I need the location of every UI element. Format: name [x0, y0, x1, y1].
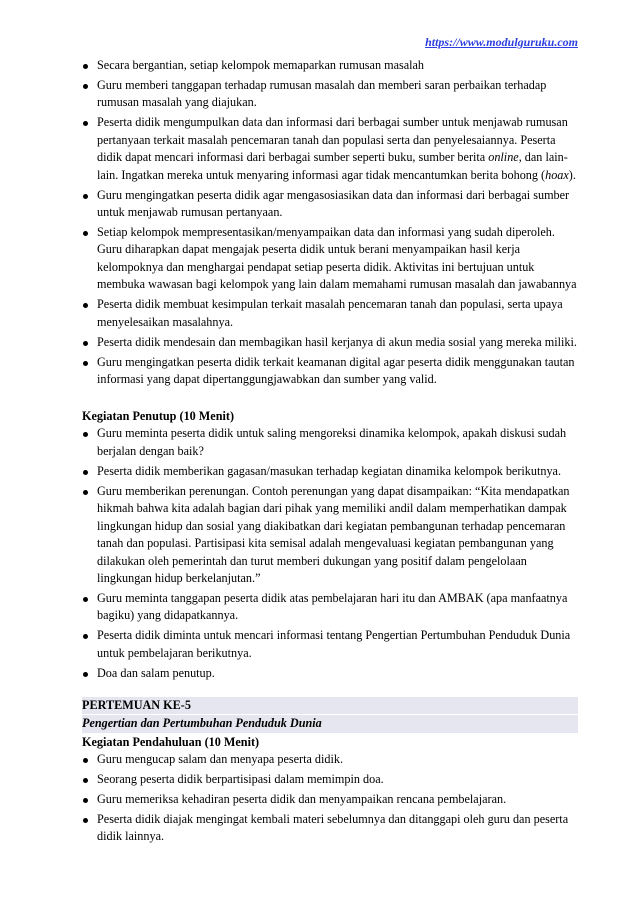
list-item: Peserta didik mendesain dan membagikan hasil kerjanya di akun media sosial yang mereka miliki.: [82, 334, 578, 351]
kegiatan-pendahuluan-list: [82, 751, 578, 846]
list-item: Peserta didik memberikan gagasan/masukan terhadap kegiatan dinamika kelompok berikutnya.: [82, 463, 578, 480]
header-url-link[interactable]: https://www.modulguruku.com: [425, 35, 578, 49]
penutup-heading: Kegiatan Penutup (10 Menit): [82, 409, 234, 424]
pertemuan-subtitle-text: Pengertian dan Pertumbuhan Penduduk Dunia: [82, 716, 322, 731]
pendahuluan-heading: Kegiatan Pendahuluan (10 Menit): [82, 734, 260, 749]
item-text: , dan lain-lain. Ingatkan mereka untuk menyaring informasi agar tidak mencantumkan berita bohong (: [97, 150, 568, 182]
item-text: ).: [568, 167, 576, 182]
list-item: Secara bergantian, setiap kelompok memaparkan rumusan masalah: [82, 57, 578, 74]
list-item: Guru meminta tanggapan peserta didik atas pembelajaran hari itu dan AMBAK (apa manfaatnya bagiku) yang didapatkannya.: [82, 590, 578, 625]
pertemuan-title: PERTEMUAN KE-5: [82, 697, 578, 714]
pertemuan-banner: [80, 697, 578, 733]
list-item: Setiap kelompok mempresentasikan/menyampaikan data dan informasi yang sudah diperoleh. Guru diharapkan dapat mengajak peserta didik untuk berani menyampaikan hasil kerja kelompoknya dan menghargai pendapat setiap peserta didik. Aktivitas ini bertujuan untuk membuka wawasan bagi kelompok yang lain dalam memahami rumusan masalah dan jawabannya: [82, 224, 578, 294]
document-content: [82, 57, 578, 848]
list-item: Guru memberi tanggapan terhadap rumusan masalah dan memberi saran perbaikan terhadap rumusan masalah yang diajukan.: [82, 77, 578, 112]
kegiatan-penutup-list: [82, 425, 578, 682]
list-item: Peserta didik membuat kesimpulan terkait masalah pencemaran tanah dan populasi, serta upaya menyelesaikan masalahnya.: [82, 296, 578, 331]
list-item: Guru memberikan perenungan. Contoh perenungan yang dapat disampaikan: “Kita mendapatkan hikmah bahwa kita adalah bagian dari pihak yang memiliki andil dalam memperhatikan dampak lingkungan hidup dan sosial yang diakibatkan dari kegiatan pembangunan terhadap pencemaran tanah dan populasi. Partisipasi kita semisal adalah mengevaluasi kegiatan pembangunan yang dilakukan oleh pemerintah dan turut memberi dukungan yang positif dalam pengelolaan lingkungan hidup berkelanjutan.”: [82, 483, 578, 587]
list-item: Guru mengingatkan peserta didik terkait keamanan digital agar peserta didik menggunakan tautan informasi yang dapat dipertanggungjawabkan dan sumber yang valid.: [82, 354, 578, 389]
list-item: Guru memeriksa kehadiran peserta didik dan menyampaikan rencana pembelajaran.: [82, 791, 578, 808]
list-item: Peserta didik diajak mengingat kembali materi sebelumnya dan ditanggapi oleh guru dan peserta didik lainnya.: [82, 811, 578, 846]
list-item: Guru meminta peserta didik untuk saling mengoreksi dinamika kelompok, apakah diskusi sudah berjalan dengan baik?: [82, 425, 578, 460]
pertemuan-subtitle: [82, 715, 578, 732]
item-text-italic: hoax: [545, 167, 569, 182]
list-item: Guru mengingatkan peserta didik agar mengasosiasikan data dan informasi dari berbagai sumber untuk menjawab rumusan pertanyaan.: [82, 187, 578, 222]
item-text-italic: online: [488, 150, 519, 165]
list-item: Guru mengucap salam dan menyapa peserta didik.: [82, 751, 578, 768]
list-item: [82, 114, 578, 184]
list-item: Peserta didik diminta untuk mencari informasi tentang Pengertian Pertumbuhan Penduduk Dunia untuk pembelajaran berikutnya.: [82, 627, 578, 662]
item-text: Peserta didik mengumpulkan data dan informasi dari berbagai sumber untuk menjawab rumusan pertanyaan terkait masalah pencemaran tanah dan populasi serta dan penyelesaiannya. Peserta didik dapat mencari informasi dari berbagai sumber seperti buku, sumber berita: [97, 115, 568, 165]
list-item: Seorang peserta didik berpartisipasi dalam memimpin doa.: [82, 771, 578, 788]
list-item: Doa dan salam penutup.: [82, 665, 578, 682]
kegiatan-inti-list: [82, 57, 578, 388]
